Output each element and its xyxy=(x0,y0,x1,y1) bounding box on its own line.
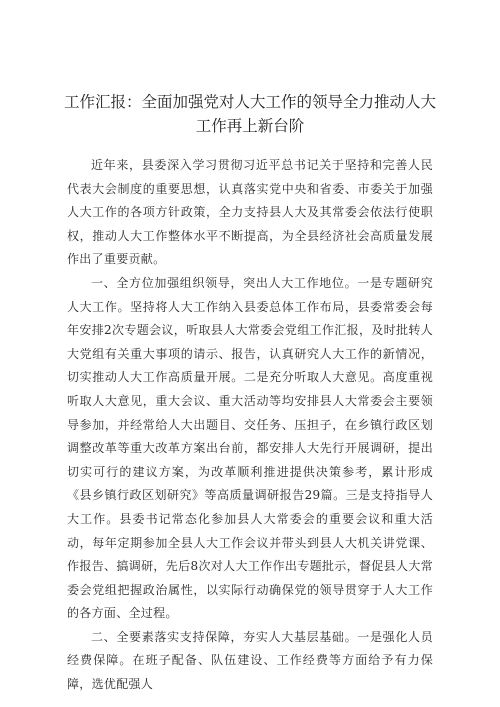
paragraph-section-1: 一、全方位加强组织领导，突出人大工作地位。一是专题研究人大工作。坚持将人大工作纳入县委总体工作布局，县委常委会每年安排2次专题会议，听取县人大常委会党组工作汇报，及时批转人大党组有关重大事项的请示、报告，认真研究人大工作的新情况，切实推动人大工作高质量开展。二是充分听取人大意见。高度重视听取人大意见，重大会议、重大活动等均安排县人大常委会主要领导参加，并经常给人大出题目、交任务、压担子，在乡镇行政区划调整改革等重大改革方案出台前，都安排人大先行开展调研，提出切实可行的建议方案，为改革顺利推进提供决策参考，累计形成《县乡镇行政区划研究》等高质量调研报告29篇。三是支持指导人大工作。县委书记常态化参加县人大常委会的重要会议和重大活动，每年定期参加全县人大工作会议并带头到县人大机关讲党课、作报告、搞调研，先后8次对人大工作作出专题批示，督促县人大常委会党组把握政治属性，以实际行动确保党的领导贯穿于人大工作的各方面、全过程。 xyxy=(67,275,433,621)
document-title xyxy=(60,90,440,138)
document-title-line-2: 工作再上新台阶 xyxy=(195,117,305,135)
paragraph-section-2: 二、全要素落实支持保障，夯实人大基层基础。一是强化人员经费保障。在班子配备、队伍建设、工作经费等方面给予有力保障，选优配强人 xyxy=(67,629,433,692)
document-body xyxy=(67,154,433,697)
paragraph-intro: 近年来，县委深入学习贯彻习近平总书记关于坚持和完善人民代表大会制度的重要思想，认真落实党中央和省委、市委关于加强人大工作的各项方针政策，全力支持县人大及其常委会依法行使职权，推动人大工作整体水平不断提高，为全县经济社会高质量发展作出了重要贡献。 xyxy=(67,158,433,267)
document-title-line-1: 工作汇报：全面加强党对人大工作的领导全力推动人大 xyxy=(63,93,436,111)
